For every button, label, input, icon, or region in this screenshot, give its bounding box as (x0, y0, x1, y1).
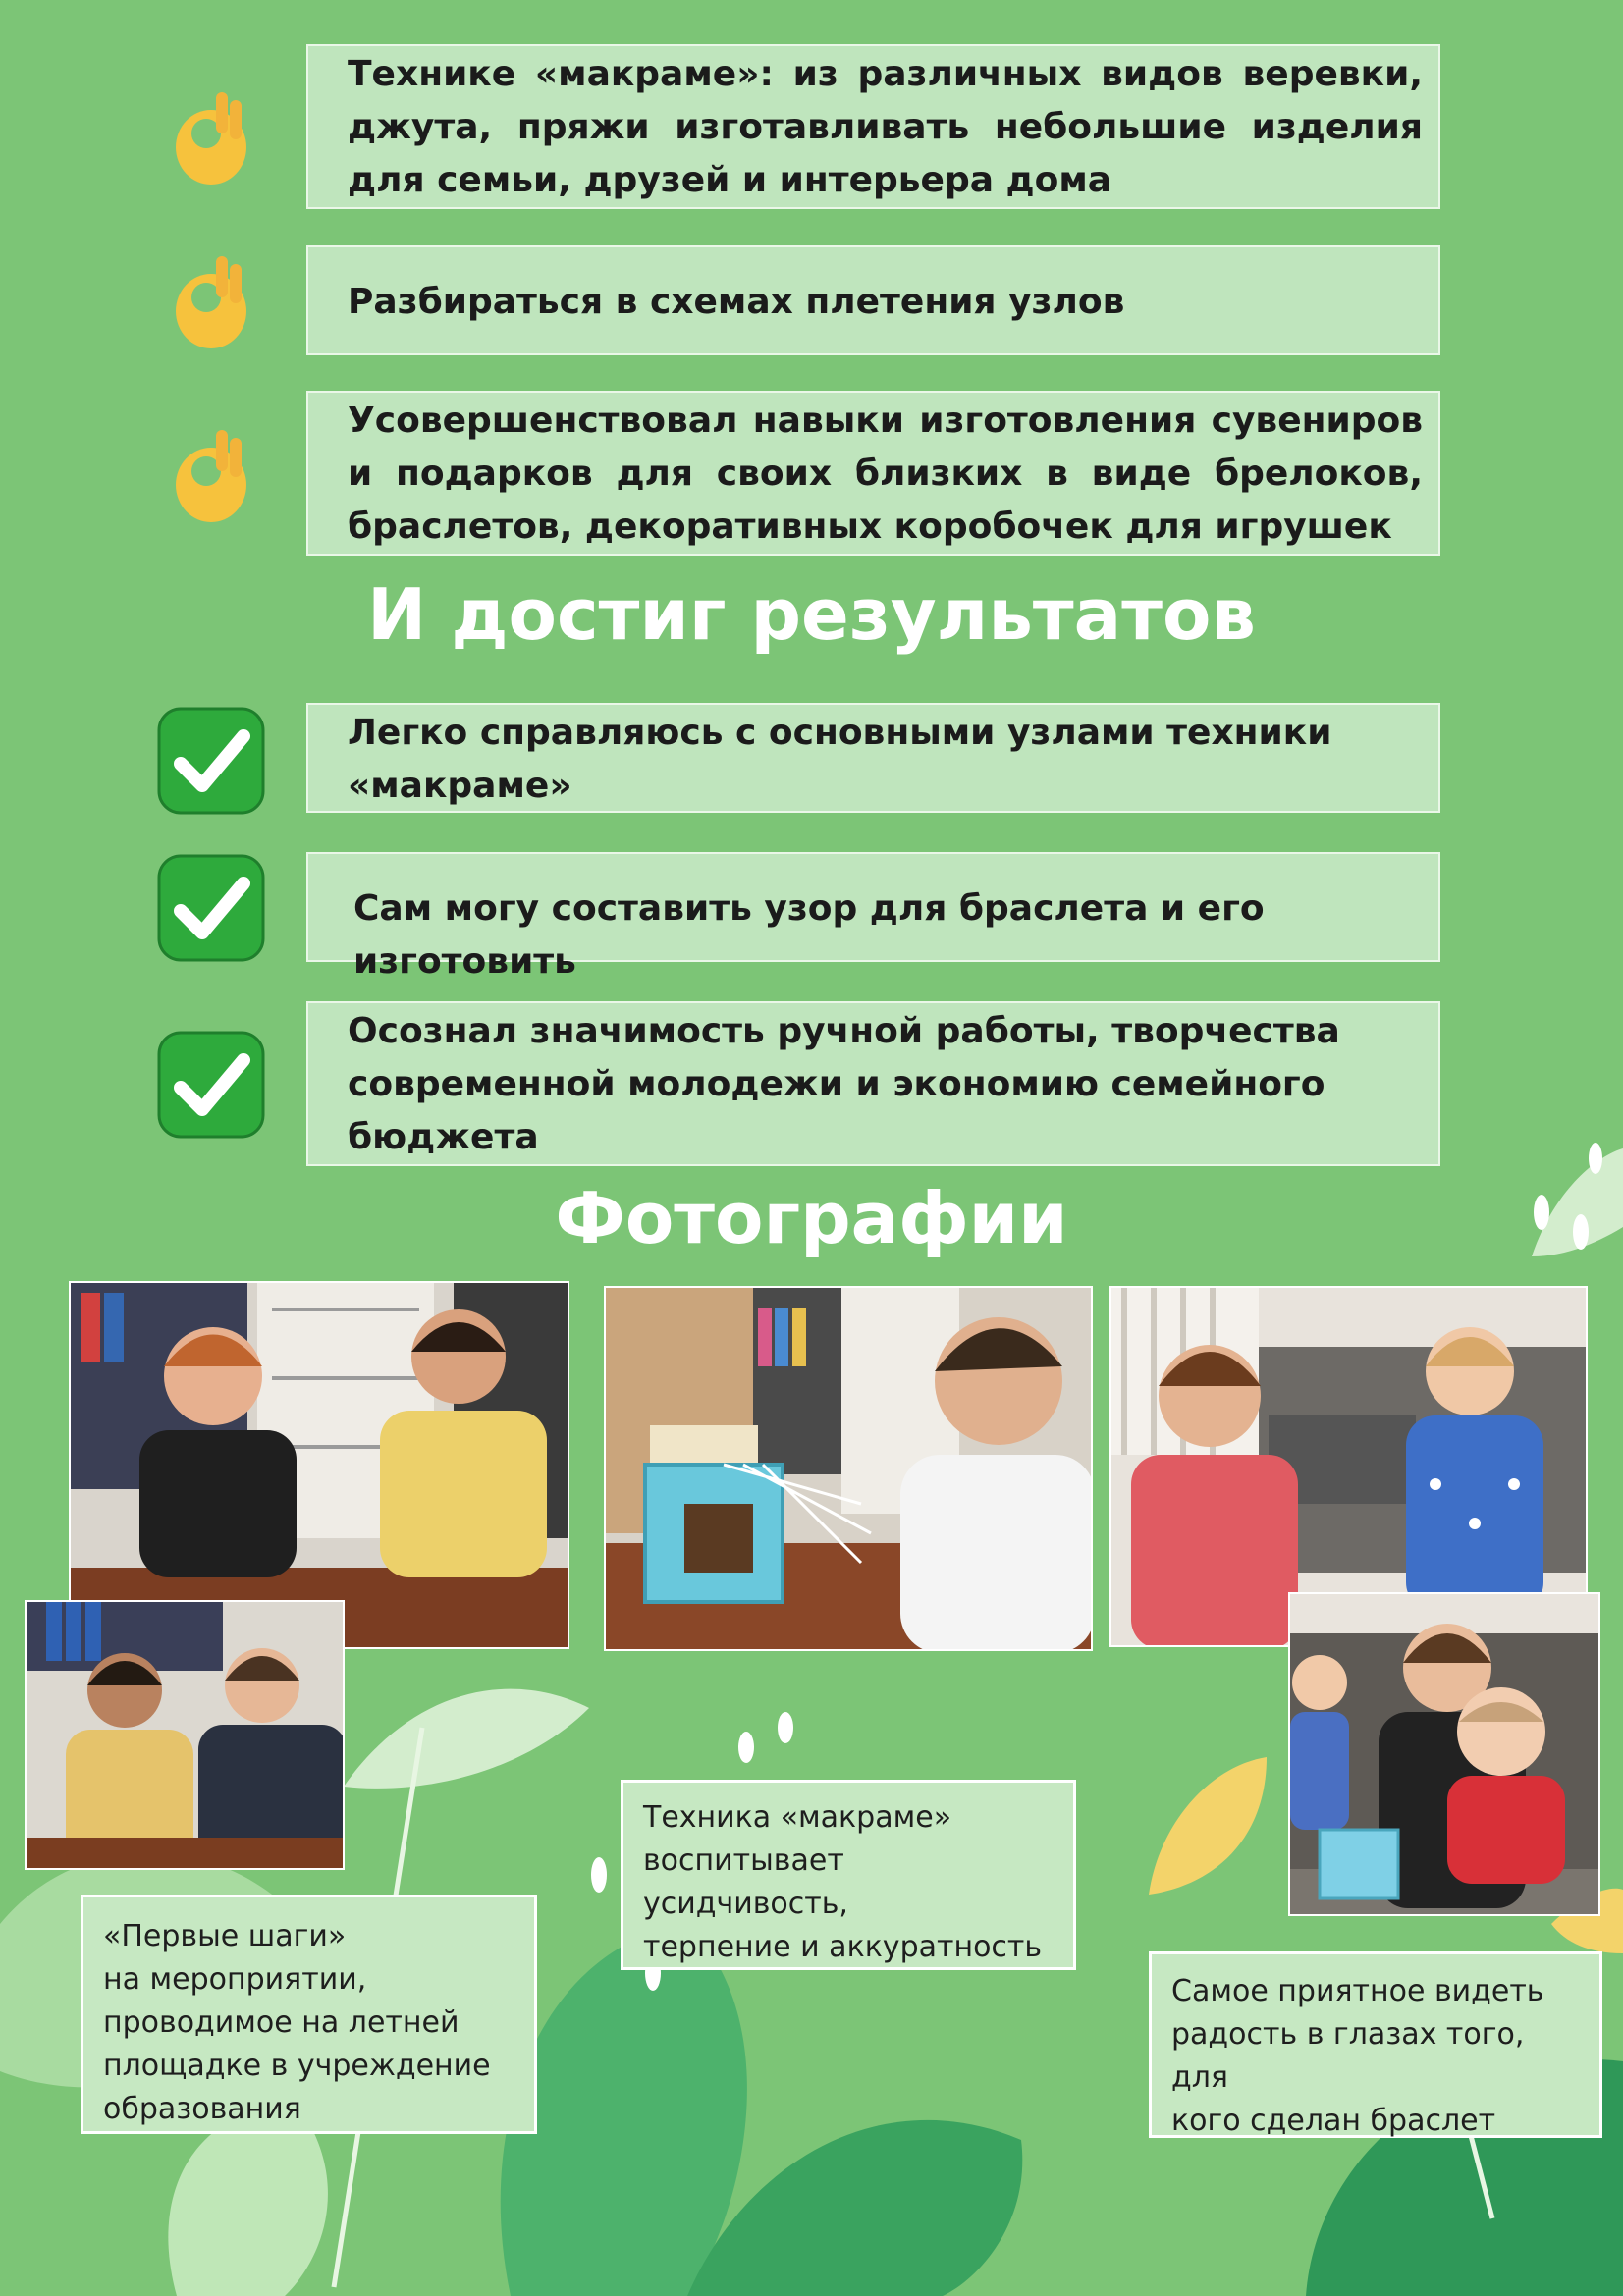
photo-boy-weaving-box (604, 1286, 1093, 1651)
ok-hand-icon (167, 250, 255, 357)
skill-box (306, 44, 1440, 209)
caption-line: «Первые шаги» (103, 1919, 347, 1953)
leaf-shape (344, 1689, 589, 1789)
photo-two-boys-table (69, 1281, 569, 1649)
caption-first-steps (81, 1895, 537, 2134)
leaf-shape (1149, 1757, 1267, 1895)
skill-box (306, 245, 1440, 355)
caption-line: кого сделан браслет (1171, 2104, 1496, 2138)
ok-hand-icon (167, 424, 255, 531)
skill-text: Усовершенствовал навыки изготовления сувениров и подарков для своих близких в виде брелоков, браслетов, декоративных коробочек для игрушек (348, 400, 1423, 547)
caption-line: на мероприятии, (103, 1962, 367, 1997)
leaf-shape (501, 1924, 747, 2296)
photo-boys-showing-bracelets (25, 1600, 345, 1870)
photos-title: Фотографии (555, 1177, 1068, 1259)
results-title: И достиг результатов (367, 573, 1256, 656)
result-box (306, 703, 1440, 813)
result-text: Легко справляюсь с основными узлами техники «макраме» (348, 713, 1332, 806)
caption-joy (1149, 1951, 1602, 2138)
result-text: Осознал значимость ручной работы, творчества современной молодежи и экономию семейного бюджета (348, 1011, 1340, 1157)
result-text: Сам могу составить узор для браслета и его изготовить (353, 888, 1265, 982)
result-box (306, 1001, 1440, 1166)
caption-line: площадке в учреждение (103, 2049, 491, 2083)
skill-text: Разбираться в схемах плетения узлов (348, 282, 1125, 322)
check-mark-icon (157, 854, 265, 966)
skill-box (306, 391, 1440, 556)
caption-line: радость в глазах того, для (1171, 2017, 1525, 2095)
caption-patience (621, 1780, 1076, 1970)
check-mark-icon (157, 1031, 265, 1143)
ok-hand-icon (167, 86, 255, 193)
caption-line: воспитывает усидчивость, (643, 1843, 848, 1921)
caption-line: Техника «макраме» (643, 1800, 952, 1835)
result-box (306, 852, 1440, 982)
caption-line: образования (103, 2092, 301, 2126)
caption-line: проводимое на летней (103, 2005, 460, 2040)
check-mark-icon (157, 707, 265, 819)
photo-mother-children (1288, 1592, 1600, 1916)
skill-text: Технике «макраме»: из различных видов веревки, джута, пряжи изготавливать небольшие изделия для семьи, друзей и интерьера дома (348, 54, 1423, 200)
caption-line: Самое приятное видеть (1171, 1974, 1544, 2008)
caption-line: терпение и аккуратность (643, 1930, 1043, 1964)
